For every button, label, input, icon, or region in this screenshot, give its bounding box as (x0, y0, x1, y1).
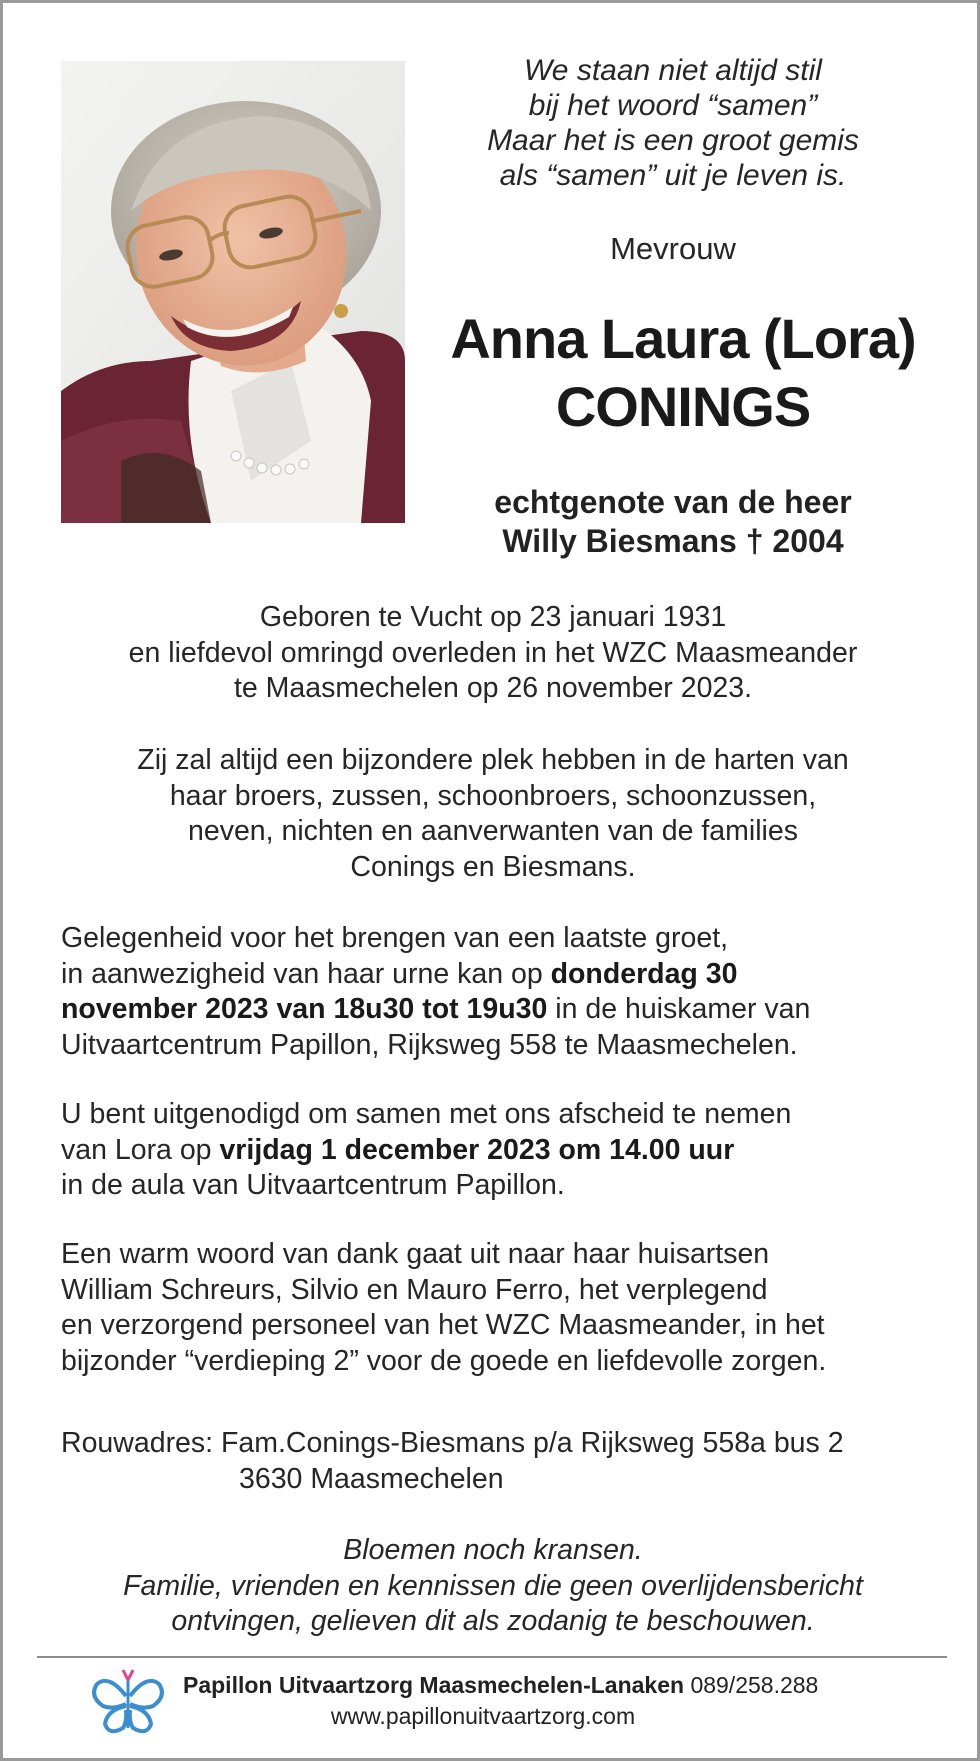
farewell-datetime: vrijdag 1 december 2023 om 14.00 uur (219, 1133, 735, 1166)
paragraph-line: ontvingen, gelieven dit als zodanig te beschouwen. (171, 1605, 815, 1637)
address-line: Rouwadres: Fam.Conings-Biesmans p/a Rijksweg 558a bus 2 (61, 1427, 844, 1459)
portrait-illustration (61, 61, 405, 523)
deceased-surname: CONINGS (555, 375, 811, 438)
honorific: Mevrouw (610, 231, 736, 266)
paragraph-line: Familie, vrienden en kennissen die geen overlijdensbericht (123, 1569, 863, 1602)
farewell-paragraph (61, 1097, 941, 1204)
deceased-given-names: Anna Laura (Lora) (450, 307, 916, 370)
mourning-address (61, 1426, 941, 1497)
spouse-line: Willy Biesmans † 2004 (502, 523, 844, 559)
visit-text: in de huiskamer van (547, 993, 811, 1025)
spouse-info (433, 483, 913, 561)
paragraph-line: William Schreurs, Silvio en Mauro Ferro, het verplegend (61, 1273, 768, 1306)
paragraph-line: Gelegenheid voor het brengen van een laatste groet, (61, 922, 729, 954)
paragraph-line: Bloemen noch kransen. (343, 1534, 643, 1566)
paragraph-line: Conings en Biesmans. (350, 850, 636, 883)
footer-divider (37, 1656, 947, 1658)
poem-line: Maar het is een groot gemis (487, 124, 859, 157)
paragraph-line: Zij zal altijd een bijzondere plek hebben in de harten van (137, 744, 849, 776)
paragraph-line (61, 992, 941, 1028)
paragraph-line (61, 957, 941, 993)
paragraph-line: Uitvaartcentrum Papillon, Rijksweg 558 te Maasmechelen. (61, 1028, 798, 1061)
paragraph-line: en verzorgend personeel van het WZC Maasmeander, in het (61, 1309, 825, 1341)
family-paragraph (43, 743, 943, 885)
company-website[interactable]: www.papillonuitvaartzorg.com (330, 1703, 636, 1729)
butterfly-logo-icon (89, 1666, 167, 1740)
paragraph-line: Een warm woord van dank gaat uit naar haar huisartsen (61, 1238, 770, 1270)
address-line: 3630 Maasmechelen (239, 1462, 504, 1495)
farewell-text: van Lora op (61, 1133, 220, 1166)
closing-note (43, 1533, 943, 1640)
portrait-photo (61, 61, 405, 523)
poem-line: We staan niet altijd stil (524, 54, 822, 87)
company-phone: 089/258.288 (690, 1672, 819, 1698)
paragraph-line: Geboren te Vucht op 23 januari 1931 (259, 601, 727, 633)
paragraph-line (61, 1133, 941, 1169)
paragraph-line: U bent uitgenodigd om samen met ons afscheid te nemen (61, 1098, 792, 1130)
poem (433, 53, 913, 193)
company-name: Papillon Uitvaartzorg Maasmechelen-Lanaken (183, 1672, 685, 1698)
paragraph-line: te Maasmechelen op 26 november 2023. (233, 672, 753, 704)
paragraph-line: in de aula van Uitvaartcentrum Papillon. (61, 1169, 565, 1201)
paragraph-line: neven, nichten en aanverwanten van de families (188, 815, 798, 847)
deceased-name (423, 305, 943, 441)
visit-time: november 2023 van 18u30 tot 19u30 (61, 993, 548, 1025)
visit-date: donderdag 30 (550, 957, 738, 990)
footer-company (183, 1672, 943, 1699)
visitation-paragraph (61, 921, 941, 1063)
birth-death-paragraph (43, 600, 943, 707)
poem-line: bij het woord “samen” (528, 89, 818, 122)
paragraph-line: en liefdevol omringd overleden in het WZC Maasmeander (128, 636, 858, 669)
visit-text: in aanwezigheid van haar urne kan op (61, 957, 551, 990)
paragraph-line: bijzonder “verdieping 2” voor de goede en liefdevolle zorgen. (61, 1344, 827, 1377)
thanks-paragraph (61, 1237, 941, 1379)
poem-line: als “samen” uit je leven is. (499, 159, 847, 192)
spouse-line: echtgenote van de heer (494, 484, 852, 520)
paragraph-line: haar broers, zussen, schoonbroers, schoonzussen, (169, 779, 817, 812)
